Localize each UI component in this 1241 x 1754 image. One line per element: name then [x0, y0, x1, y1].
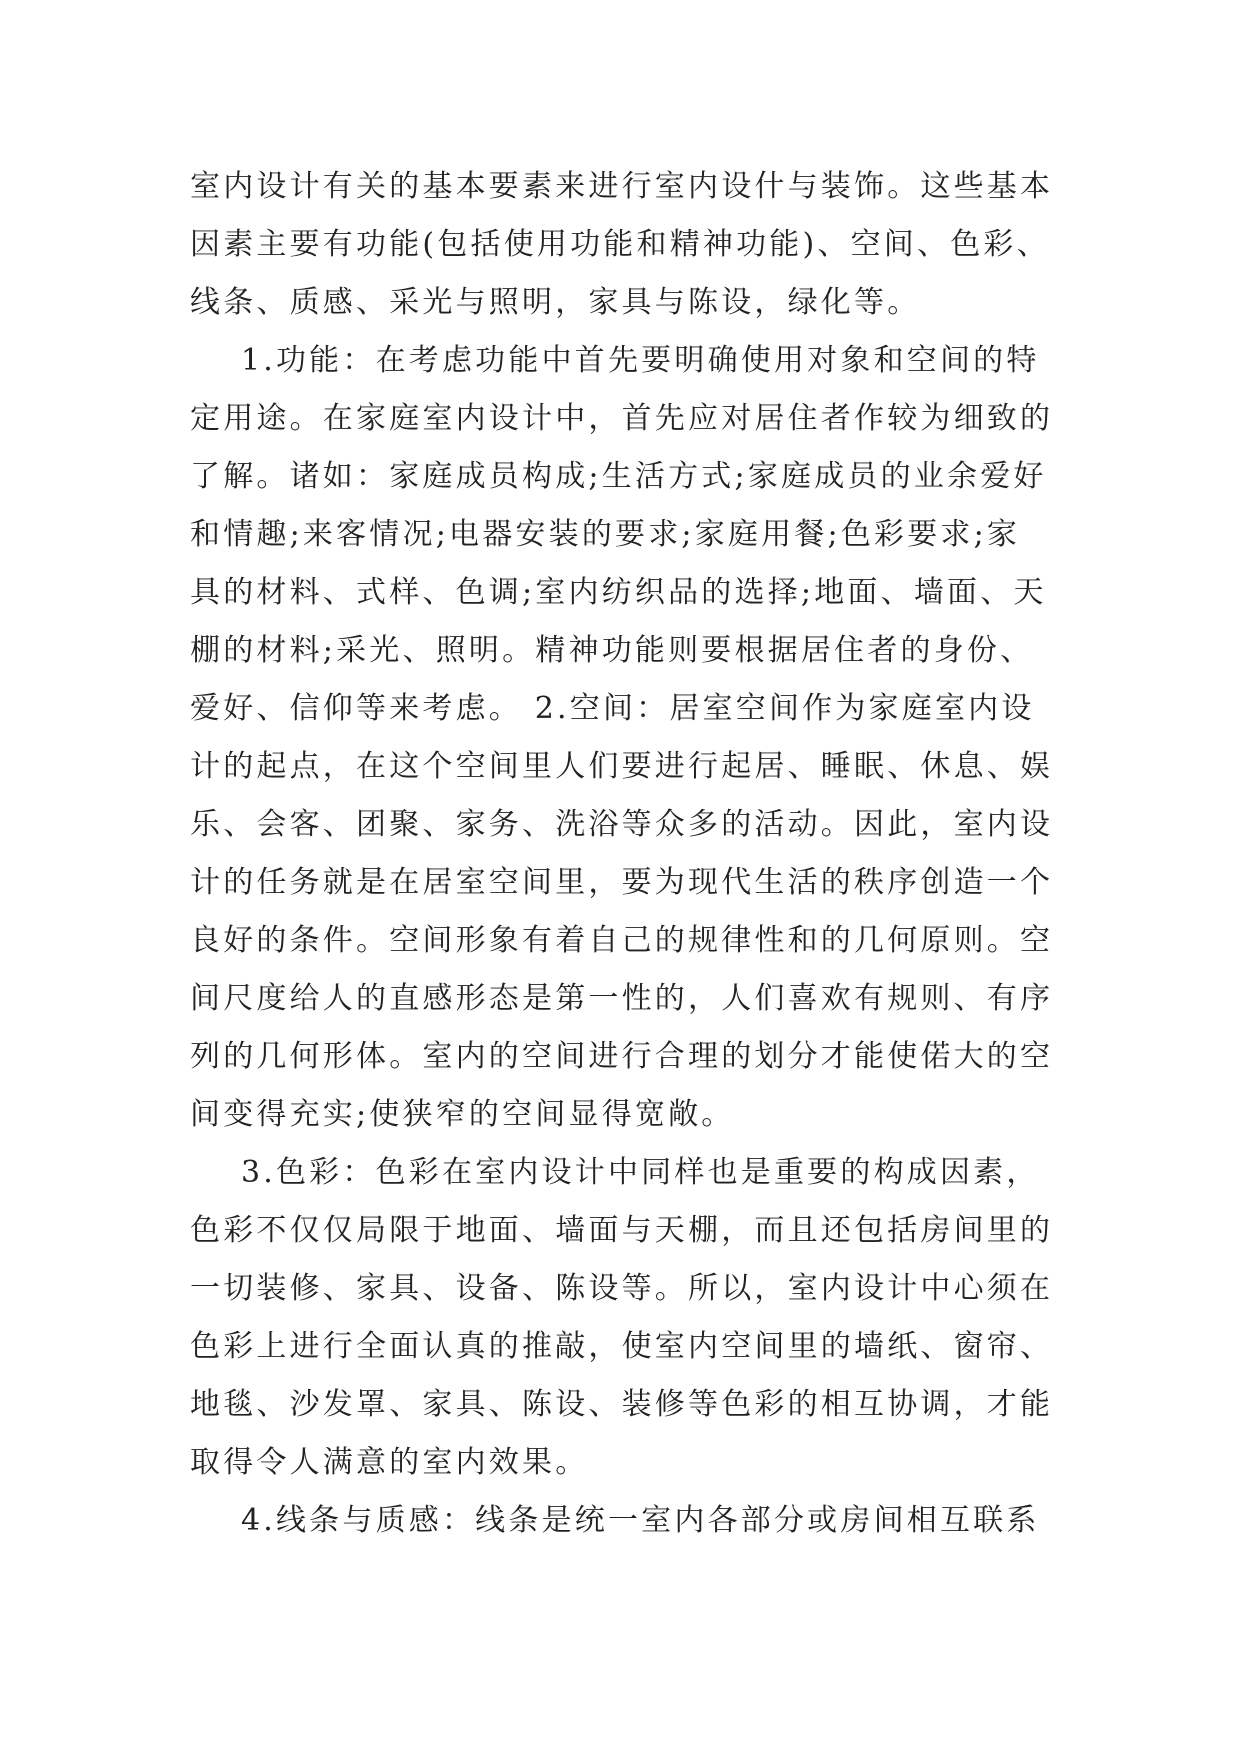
- text-line: 地毯、沙发罩、家具、陈设、装修等色彩的相互协调，才能: [190, 1387, 1054, 1422]
- text-line: 乐、会客、团聚、家务、洗浴等众多的活动。因此，室内设: [190, 807, 1054, 842]
- text-line: 4.线条与质感：线条是统一室内各部分或房间相互联系: [190, 1503, 1040, 1538]
- text-line: 列的几何形体。室内的空间进行合理的划分才能使偌大的空: [190, 1039, 1054, 1074]
- text-line: 色彩上进行全面认真的推敲，使室内空间里的墙纸、窗帘、: [190, 1329, 1054, 1364]
- text-line: 了解。诸如：家庭成员构成;生活方式;家庭成员的业余爱好: [190, 459, 1047, 494]
- text-line: 良好的条件。空间形象有着自己的规律性和的几何原则。空: [190, 923, 1054, 958]
- text-line: 取得令人满意的室内效果。: [190, 1445, 589, 1480]
- text-line: 棚的材料;采光、照明。精神功能则要根据居住者的身份、: [190, 633, 1034, 668]
- text-line: 间尺度给人的直感形态是第一性的，人们喜欢有规则、有序: [190, 981, 1054, 1016]
- text-line: 具的材料、式样、色调;室内纺织品的选择;地面、墙面、天: [190, 575, 1047, 610]
- text-line: 一切装修、家具、设备、陈设等。所以，室内设计中心须在: [190, 1271, 1054, 1306]
- text-line: 间变得充实;使狭窄的空间显得宽敞。: [190, 1097, 735, 1132]
- text-line: 3.色彩：色彩在室内设计中同样也是重要的构成因素，: [190, 1155, 1040, 1190]
- text-line: 和情趣;来客情况;电器安装的要求;家庭用餐;色彩要求;家: [190, 517, 1021, 552]
- text-line: 定用途。在家庭室内设计中，首先应对居住者作较为细致的: [190, 401, 1054, 436]
- text-line: 计的任务就是在居室空间里，要为现代生活的秩序创造一个: [190, 865, 1054, 900]
- text-line: 线条、质感、采光与照明，家具与陈设，绿化等。: [190, 285, 921, 320]
- text-line: 色彩不仅仅局限于地面、墙面与天棚，而且还包括房间里的: [190, 1213, 1054, 1248]
- text-line: 1.功能：在考虑功能中首先要明确使用对象和空间的特: [190, 343, 1040, 378]
- text-line: 计的起点，在这个空间里人们要进行起居、睡眠、休息、娱: [190, 749, 1054, 784]
- text-line: 室内设计有关的基本要素来进行室内设什与装饰。这些基本: [190, 169, 1054, 204]
- text-line: 因素主要有功能(包括使用功能和精神功能)、空间、色彩、: [190, 227, 1050, 262]
- body-text: [190, 158, 1070, 1550]
- text-line: 爱好、信仰等来考虑。 2.空间：居室空间作为家庭室内设: [190, 691, 1035, 726]
